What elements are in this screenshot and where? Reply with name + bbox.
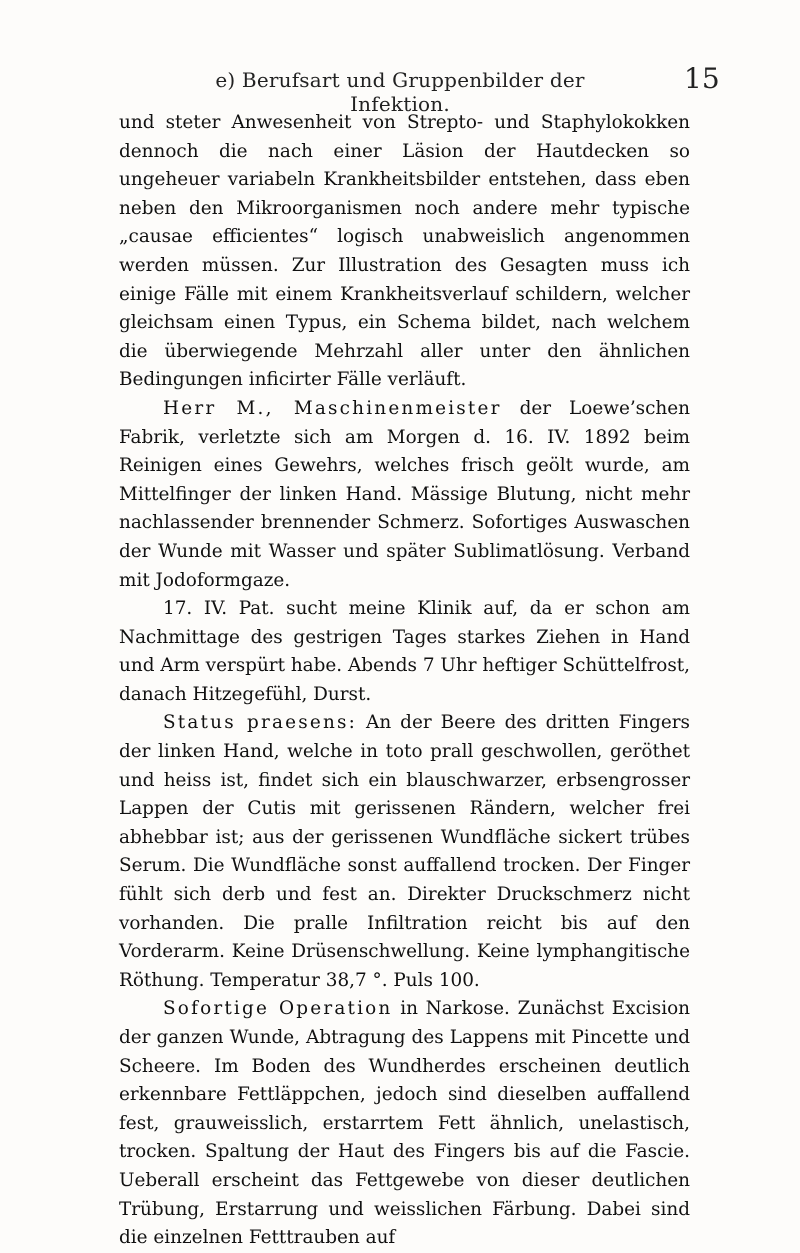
paragraph-1-text: und steter Anwesenheit von Strepto- und Staphylokokken dennoch die nach einer Läsion der Hautdecken so ungeheuer variabeln Krankheitsbilder entstehen, dass eben neben den Mikroorganismen noch andere mehr typische „causae efficientes“ logisch unabweislich angenommen werden müssen. Zur Illustration des Gesagten muss ich einige Fälle mit einem Krankheitsverlauf schildern, welcher gleichsam einen Typus, ein Schema bildet, nach welchem die überwiegende Mehrzahl aller unter den ähnlichen Bedingungen inficirter Fälle verläuft.	[119, 112, 690, 391]
paragraph-5-lead: Sofortige Operation	[163, 998, 393, 1020]
paragraph-2	[119, 395, 690, 595]
paragraph-5-text: in Narkose. Zunächst Excision der ganzen Wunde, Abtragung des Lappens mit Pincette und Scheere. Im Boden des Wundherdes erscheinen deutlich erkennbare Fettläppchen, jedoch sind dieselben auffallend fest, grauweisslich, erstarrtem Fett ähnlich, unelastisch, trocken. Spaltung der Haut des Fingers bis auf die Fascie. Ueberall erscheint das Fettgewebe von dieser deutlichen Trübung, Erstarrung und weisslichen Färbung. Dabei sind die einzelnen Fetttrauben auf	[119, 998, 690, 1249]
paragraph-3	[119, 595, 690, 709]
paragraph-2-lead: Herr M., Maschinenmeister	[163, 397, 502, 419]
paragraph-4-text: An der Beere des dritten Fingers der linken Hand, welche in toto prall geschwollen, geröthet und heiss ist, findet sich ein blauschwarzer, erbsengrosser Lappen der Cutis mit gerissenen Rändern, welcher frei abhebbar ist; aus der gerissenen Wundfläche sickert trübes Serum. Die Wundfläche sonst auffallend trocken. Der Finger fühlt sich derb und fest an. Direkter Druckschmerz nicht vorhanden. Die pralle Infiltration reicht bis auf den Vorderarm. Keine Drüsenschwellung. Keine lymphangitische Röthung. Temperatur 38,7 °. Puls 100.	[119, 712, 690, 991]
paragraph-1	[119, 109, 690, 395]
paragraph-5	[119, 995, 690, 1252]
body-text	[119, 109, 690, 1253]
paragraph-3-text: 17. IV. Pat. sucht meine Klinik auf, da er schon am Nachmittage des gestrigen Tages starkes Ziehen in Hand und Arm verspürt habe. Abends 7 Uhr heftiger Schüttelfrost, danach Hitzegefühl, Durst.	[119, 598, 690, 705]
running-header: e) Berufsart und Gruppenbilder der Infektion.	[215, 68, 585, 116]
paragraph-2-text: der Loewe’schen Fabrik, verletzte sich am Morgen d. 16. IV. 1892 beim Reinigen eines Gewehrs, welches frisch geölt wurde, am Mittelfinger der linken Hand. Mässige Blutung, nicht mehr nachlassender brennender Schmerz. Sofortiges Auswaschen der Wunde mit Wasser und später Sublimatlösung. Verband mit Jodoformgaze.	[119, 397, 690, 591]
paragraph-4	[119, 709, 690, 995]
page-number: 15	[684, 62, 720, 95]
paragraph-4-lead: Status praesens:	[163, 712, 358, 734]
